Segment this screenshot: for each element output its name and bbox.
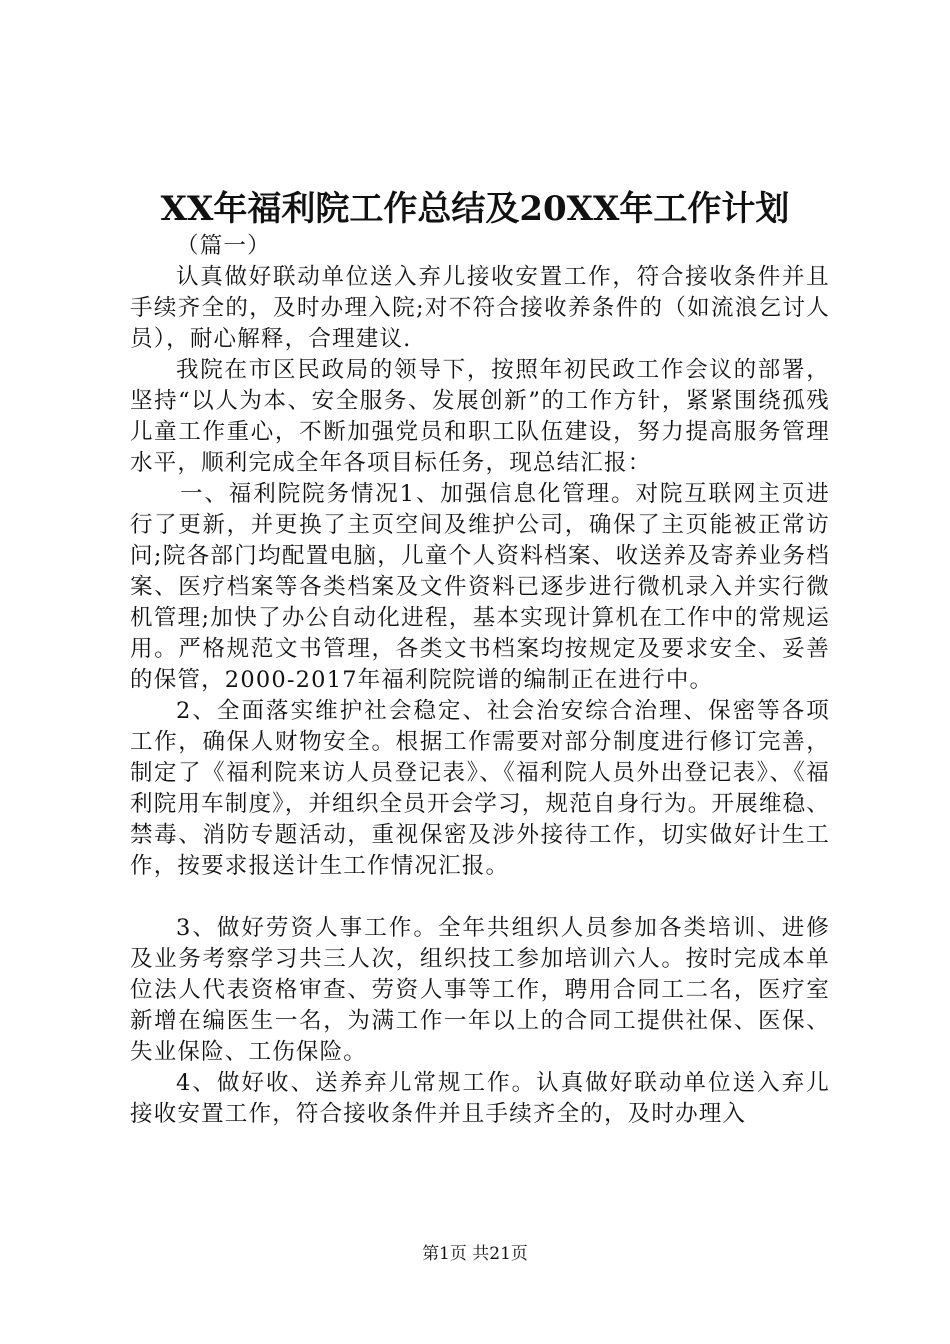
section-label: （篇一） — [176, 233, 271, 259]
paragraph-overview: 我院在市区民政局的领导下，按照年初民政工作会议的部署，坚持“以人为本、安全服务、发展创新”的工作方针，紧紧围绕孤残儿童工作重心，不断加强党员和职工队伍建设，努力提高服务管理水平，顺利完成全年各项目标任务，现总结汇报： — [130, 357, 830, 476]
paragraph-gap — [130, 882, 830, 913]
page-number: 第1页 共21页 — [422, 1244, 528, 1264]
paragraph-adoption: 4、做好收、送养弃儿常规工作。认真做好联动单位送入弃儿接收安置工作，符合接收条件并且手续齐全的，及时办理入 — [130, 1070, 830, 1127]
document-body — [130, 231, 830, 1130]
paragraph-personnel: 3、做好劳资人事工作。全年共组织人员参加各类培训、进修及业务考察学习共三人次，组织技工参加培训六人。按时完成本单位法人代表资格审查、劳资人事等工作，聘用合同工二名，医疗室新增在编医生一名，为满工作一年以上的合同工提供社保、医保、失业保险、工伤保险。 — [130, 915, 830, 1065]
paragraph-stability: 2、全面落实维护社会稳定、社会治安综合治理、保密等各项工作，确保人财物安全。根据工作需要对部分制度进行修订完善，制定了《福利院来访人员登记表》、《福利院人员外出登记表》、《福利院用车制度》，并组织全员开会学习，规范自身行为。开展维稳、禁毒、消防专题活动，重视保密及涉外接待工作，切实做好计生工作，按要求报送计生工作情况汇报。 — [130, 698, 830, 879]
paragraph-intake: 认真做好联动单位送入弃儿接收安置工作，符合接收条件并且手续齐全的，及时办理入院;对不符合接收养条件的（如流浪乞讨人员），耐心解释，合理建议. — [130, 264, 830, 352]
paragraph-affairs: 一、福利院院务情况1、加强信息化管理。对院互联网主页进行了更新，并更换了主页空间及维护公司，确保了主页能被正常访问;院各部门均配置电脑，儿童个人资料档案、收送养及寄养业务档案、医疗档案等各类档案及文件资料已逐步进行微机录入并实行微机管理;加快了办公自动化进程，基本实现计算机在工作中的常规运用。严格规范文书管理，各类文书档案均按规定及要求安全、妥善的保管，2000-2017年福利院院谱的编制正在进行中。 — [130, 481, 830, 693]
document-title: XX年福利院工作总结及20XX年工作计划 — [160, 189, 790, 229]
